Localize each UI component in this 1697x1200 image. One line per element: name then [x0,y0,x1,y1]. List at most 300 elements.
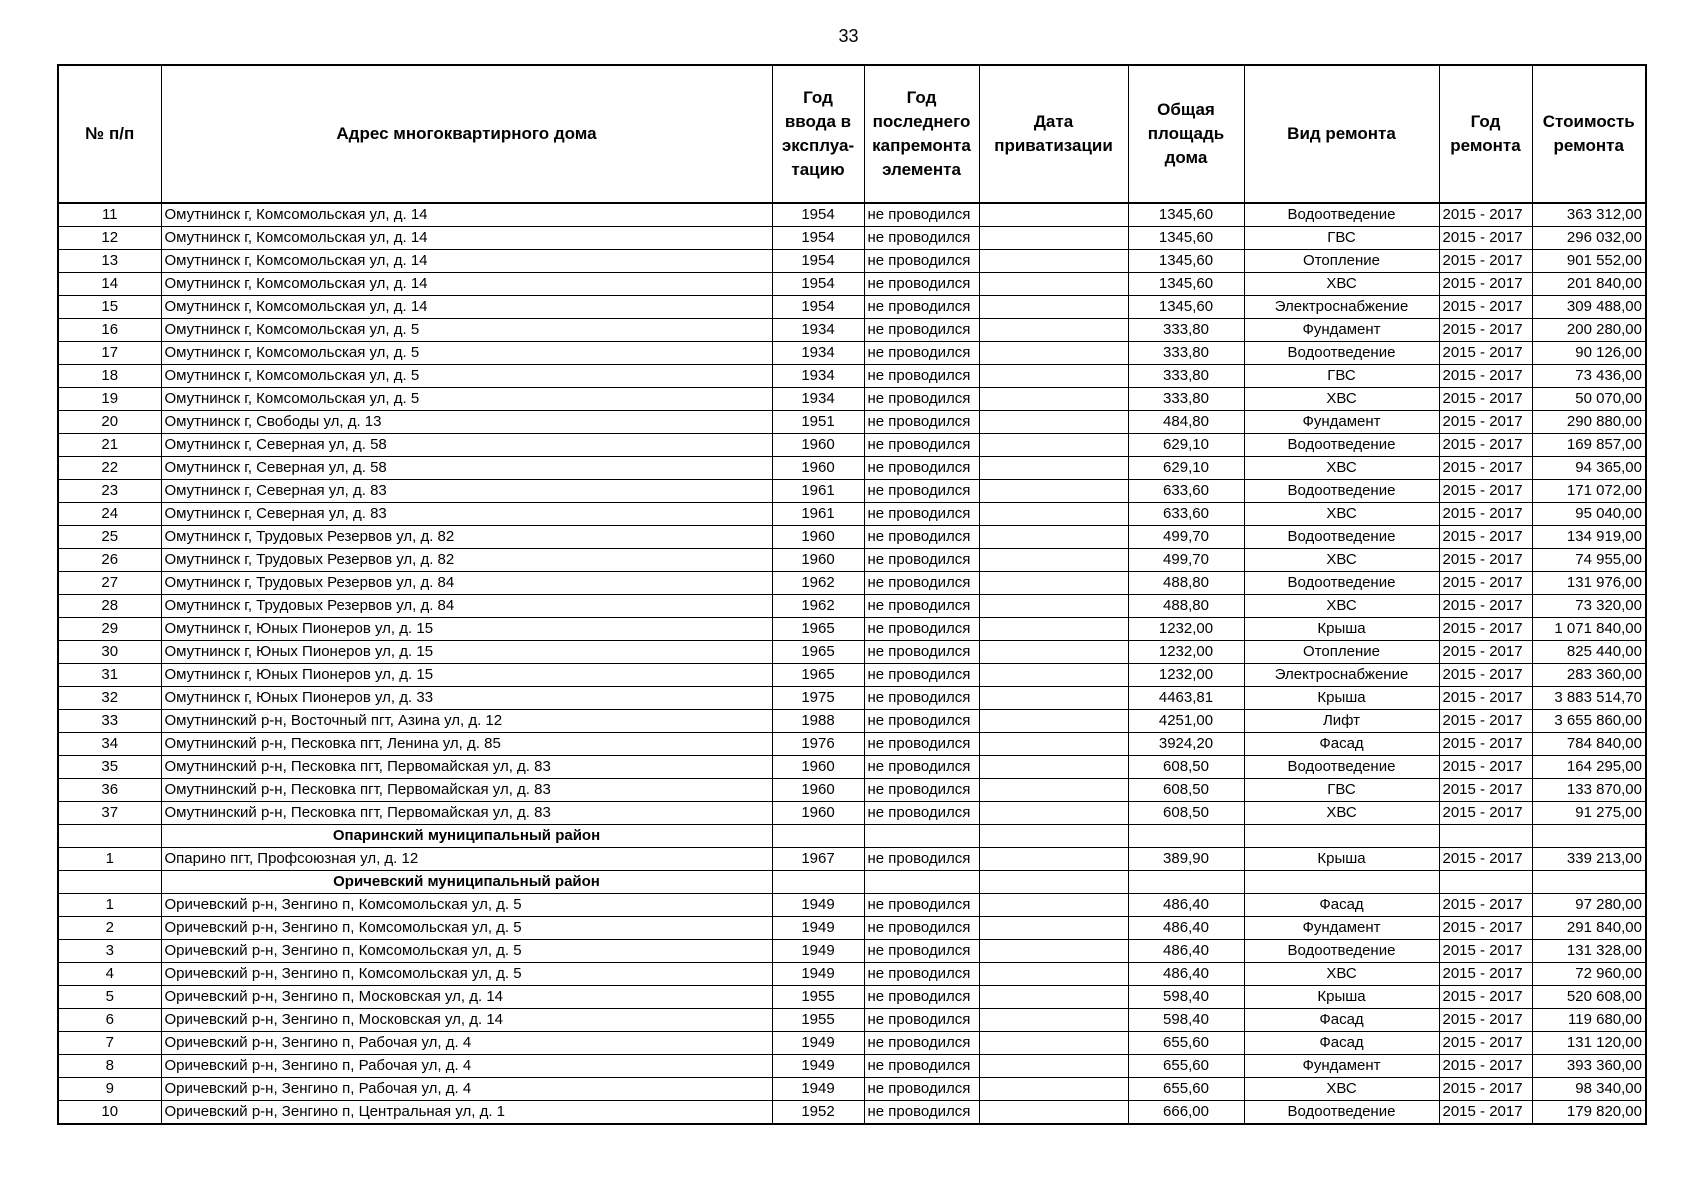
cell-repair-type: Крыша [1244,618,1439,641]
cell-num: 1 [58,848,161,871]
cell-area: 488,80 [1128,572,1244,595]
cell-privatization [979,342,1128,365]
cell-privatization [979,273,1128,296]
cell-address: Омутнинск г, Свободы ул, д. 13 [161,411,772,434]
cell-last-repair: не проводился [864,1009,979,1032]
cell-num: 28 [58,595,161,618]
cell-address: Оричевский р-н, Зенгино п, Комсомольская ул, д. 5 [161,940,772,963]
header-last-repair: Год последнего капремонта элемента [864,65,979,203]
cell-year-built: 1951 [772,411,864,434]
cell-privatization [979,940,1128,963]
cell-last-repair: не проводился [864,664,979,687]
section-row [58,825,1646,848]
cell-num: 16 [58,319,161,342]
cell-address: Оричевский р-н, Зенгино п, Комсомольская ул, д. 5 [161,963,772,986]
cell-area: 486,40 [1128,940,1244,963]
cell-repair-type: ХВС [1244,595,1439,618]
cell-repair-type: ГВС [1244,227,1439,250]
cell-privatization [979,434,1128,457]
table-row [58,296,1646,319]
cell-repair-type: Отопление [1244,641,1439,664]
cell-repair-year: 2015 - 2017 [1439,986,1532,1009]
cell-cost: 520 608,00 [1532,986,1646,1009]
cell-repair-type: Электроснабжение [1244,296,1439,319]
header-num: № п/п [58,65,161,203]
cell-year-built: 1961 [772,480,864,503]
cell-repair-year: 2015 - 2017 [1439,227,1532,250]
cell-privatization [979,549,1128,572]
cell-num: 19 [58,388,161,411]
cell-repair-year: 2015 - 2017 [1439,480,1532,503]
cell-year-built: 1960 [772,802,864,825]
cell-cost: 393 360,00 [1532,1055,1646,1078]
cell-area: 1345,60 [1128,250,1244,273]
cell-privatization [979,917,1128,940]
cell-repair-type: Фасад [1244,1009,1439,1032]
cell-num: 7 [58,1032,161,1055]
cell-repair-year: 2015 - 2017 [1439,434,1532,457]
cell-cost: 50 070,00 [1532,388,1646,411]
cell-address: Оричевский р-н, Зенгино п, Комсомольская ул, д. 5 [161,894,772,917]
cell-last-repair: не проводился [864,296,979,319]
cell-address: Оричевский р-н, Зенгино п, Комсомольская ул, д. 5 [161,917,772,940]
cell-privatization [979,664,1128,687]
cell-year-built: 1962 [772,595,864,618]
cell-repair-year: 2015 - 2017 [1439,756,1532,779]
cell-year-built: 1934 [772,342,864,365]
cell-cost: 90 126,00 [1532,342,1646,365]
cell-cost: 290 880,00 [1532,411,1646,434]
cell-last-repair: не проводился [864,480,979,503]
cell-repair-type: Водоотведение [1244,940,1439,963]
cell-repair-year: 2015 - 2017 [1439,203,1532,227]
cell-repair-year: 2015 - 2017 [1439,595,1532,618]
cell-year-built: 1954 [772,296,864,319]
cell-repair-year: 2015 - 2017 [1439,1009,1532,1032]
cell-last-repair: не проводился [864,963,979,986]
cell-last-repair: не проводился [864,1101,979,1125]
cell-area: 389,90 [1128,848,1244,871]
table-row [58,365,1646,388]
cell-last-repair: не проводился [864,434,979,457]
table-row [58,618,1646,641]
cell-cost: 131 976,00 [1532,572,1646,595]
cell-repair-year: 2015 - 2017 [1439,1101,1532,1125]
cell-address: Омутнинск г, Комсомольская ул, д. 5 [161,342,772,365]
cell-year-built: 1960 [772,457,864,480]
cell-year-built: 1960 [772,526,864,549]
cell-num: 14 [58,273,161,296]
cell-num: 18 [58,365,161,388]
cell-area: 499,70 [1128,526,1244,549]
table-row [58,503,1646,526]
cell-num: 22 [58,457,161,480]
cell-year-built: 1949 [772,940,864,963]
cell-year-built: 1962 [772,572,864,595]
cell-address: Омутнинск г, Юных Пионеров ул, д. 33 [161,687,772,710]
cell-year-built: 1965 [772,641,864,664]
cell-repair-type: ХВС [1244,963,1439,986]
cell-repair-type: Лифт [1244,710,1439,733]
section-empty-cell [1128,871,1244,894]
cell-num: 17 [58,342,161,365]
cell-cost: 1 071 840,00 [1532,618,1646,641]
table-row [58,802,1646,825]
cell-last-repair: не проводился [864,618,979,641]
section-empty-cell [1532,825,1646,848]
cell-area: 333,80 [1128,388,1244,411]
section-empty-cell [1439,871,1532,894]
cell-last-repair: не проводился [864,595,979,618]
cell-address: Омутнинск г, Трудовых Резервов ул, д. 82 [161,549,772,572]
cell-area: 1232,00 [1128,618,1244,641]
cell-address: Омутнинск г, Северная ул, д. 83 [161,480,772,503]
cell-address: Омутнинский р-н, Песковка пгт, Первомайская ул, д. 83 [161,779,772,802]
section-empty-cell [1439,825,1532,848]
cell-address: Омутнинский р-н, Песковка пгт, Первомайская ул, д. 83 [161,756,772,779]
table-row [58,388,1646,411]
cell-address: Омутнинск г, Юных Пионеров ул, д. 15 [161,641,772,664]
table-row [58,687,1646,710]
table-row [58,733,1646,756]
cell-last-repair: не проводился [864,250,979,273]
cell-address: Омутнинск г, Комсомольская ул, д. 14 [161,227,772,250]
header-year-built: Год ввода в эксплуа-тацию [772,65,864,203]
cell-cost: 784 840,00 [1532,733,1646,756]
cell-year-built: 1960 [772,779,864,802]
table-body [58,203,1646,1124]
cell-repair-type: Фундамент [1244,917,1439,940]
cell-address: Омутнинский р-н, Восточный пгт, Азина ул, д. 12 [161,710,772,733]
cell-repair-type: Фундамент [1244,1055,1439,1078]
table-row [58,203,1646,227]
cell-area: 608,50 [1128,779,1244,802]
cell-year-built: 1934 [772,365,864,388]
cell-area: 499,70 [1128,549,1244,572]
cell-repair-year: 2015 - 2017 [1439,940,1532,963]
table-row [58,457,1646,480]
cell-cost: 95 040,00 [1532,503,1646,526]
cell-repair-year: 2015 - 2017 [1439,526,1532,549]
cell-privatization [979,480,1128,503]
cell-num: 36 [58,779,161,802]
table-row [58,710,1646,733]
cell-repair-year: 2015 - 2017 [1439,963,1532,986]
cell-area: 629,10 [1128,457,1244,480]
cell-num: 31 [58,664,161,687]
cell-year-built: 1949 [772,1032,864,1055]
cell-repair-year: 2015 - 2017 [1439,342,1532,365]
cell-num: 35 [58,756,161,779]
cell-privatization [979,296,1128,319]
cell-last-repair: не проводился [864,917,979,940]
table-row [58,549,1646,572]
cell-address: Оричевский р-н, Зенгино п, Рабочая ул, д. 4 [161,1078,772,1101]
cell-repair-type: ХВС [1244,273,1439,296]
cell-repair-type: ГВС [1244,779,1439,802]
cell-area: 655,60 [1128,1055,1244,1078]
cell-repair-year: 2015 - 2017 [1439,848,1532,871]
cell-cost: 119 680,00 [1532,1009,1646,1032]
table-row [58,434,1646,457]
cell-cost: 363 312,00 [1532,203,1646,227]
cell-area: 488,80 [1128,595,1244,618]
cell-repair-type: Водоотведение [1244,480,1439,503]
cell-last-repair: не проводился [864,1055,979,1078]
cell-num: 11 [58,203,161,227]
cell-privatization [979,319,1128,342]
cell-last-repair: не проводился [864,227,979,250]
cell-area: 633,60 [1128,480,1244,503]
cell-last-repair: не проводился [864,457,979,480]
cell-cost: 134 919,00 [1532,526,1646,549]
cell-repair-year: 2015 - 2017 [1439,641,1532,664]
table-row [58,411,1646,434]
table-row [58,1055,1646,1078]
cell-repair-type: ГВС [1244,365,1439,388]
cell-year-built: 1965 [772,664,864,687]
cell-repair-type: Водоотведение [1244,434,1439,457]
cell-cost: 73 320,00 [1532,595,1646,618]
cell-privatization [979,1055,1128,1078]
cell-cost: 98 340,00 [1532,1078,1646,1101]
cell-address: Омутнинск г, Юных Пионеров ул, д. 15 [161,664,772,687]
cell-num: 12 [58,227,161,250]
cell-address: Оричевский р-н, Зенгино п, Московская ул, д. 14 [161,1009,772,1032]
cell-cost: 3 655 860,00 [1532,710,1646,733]
cell-num: 6 [58,1009,161,1032]
table-row [58,319,1646,342]
cell-privatization [979,503,1128,526]
cell-repair-year: 2015 - 2017 [1439,411,1532,434]
cell-year-built: 1954 [772,273,864,296]
cell-repair-year: 2015 - 2017 [1439,296,1532,319]
cell-last-repair: не проводился [864,342,979,365]
cell-num: 21 [58,434,161,457]
cell-privatization [979,457,1128,480]
section-empty-cell [772,825,864,848]
cell-num: 15 [58,296,161,319]
cell-area: 484,80 [1128,411,1244,434]
cell-repair-type: Фасад [1244,733,1439,756]
cell-repair-type: Фасад [1244,894,1439,917]
cell-area: 608,50 [1128,756,1244,779]
cell-privatization [979,618,1128,641]
cell-year-built: 1967 [772,848,864,871]
cell-area: 655,60 [1128,1032,1244,1055]
cell-last-repair: не проводился [864,710,979,733]
cell-repair-year: 2015 - 2017 [1439,687,1532,710]
cell-address: Омутнинск г, Трудовых Резервов ул, д. 84 [161,595,772,618]
page-number: 33 [838,26,859,46]
cell-repair-type: Водоотведение [1244,526,1439,549]
cell-last-repair: не проводился [864,503,979,526]
cell-num: 9 [58,1078,161,1101]
cell-num: 25 [58,526,161,549]
table-row [58,940,1646,963]
table-row [58,664,1646,687]
cell-repair-year: 2015 - 2017 [1439,1055,1532,1078]
cell-privatization [979,388,1128,411]
cell-cost: 94 365,00 [1532,457,1646,480]
cell-area: 3924,20 [1128,733,1244,756]
cell-repair-type: Крыша [1244,687,1439,710]
cell-last-repair: не проводился [864,848,979,871]
table-row [58,480,1646,503]
table-row [58,273,1646,296]
header-cost: Стоимость ремонта [1532,65,1646,203]
cell-repair-type: Водоотведение [1244,572,1439,595]
cell-address: Оричевский р-н, Зенгино п, Рабочая ул, д. 4 [161,1055,772,1078]
cell-repair-year: 2015 - 2017 [1439,1032,1532,1055]
cell-privatization [979,687,1128,710]
cell-address: Омутнинск г, Северная ул, д. 58 [161,457,772,480]
cell-cost: 309 488,00 [1532,296,1646,319]
cell-last-repair: не проводился [864,203,979,227]
cell-privatization [979,1009,1128,1032]
cell-year-built: 1960 [772,434,864,457]
cell-area: 1345,60 [1128,227,1244,250]
cell-area: 4251,00 [1128,710,1244,733]
cell-area: 1232,00 [1128,664,1244,687]
cell-repair-year: 2015 - 2017 [1439,250,1532,273]
section-row [58,871,1646,894]
cell-area: 633,60 [1128,503,1244,526]
cell-year-built: 1949 [772,963,864,986]
cell-privatization [979,848,1128,871]
cell-last-repair: не проводился [864,572,979,595]
cell-area: 666,00 [1128,1101,1244,1125]
cell-cost: 200 280,00 [1532,319,1646,342]
cell-num: 8 [58,1055,161,1078]
header-row [58,65,1646,203]
cell-privatization [979,756,1128,779]
section-empty-cell [1244,871,1439,894]
table-row [58,1009,1646,1032]
cell-cost: 179 820,00 [1532,1101,1646,1125]
cell-num: 34 [58,733,161,756]
cell-address: Омутнинск г, Комсомольская ул, д. 5 [161,319,772,342]
cell-area: 608,50 [1128,802,1244,825]
cell-repair-year: 2015 - 2017 [1439,894,1532,917]
cell-privatization [979,203,1128,227]
cell-num: 33 [58,710,161,733]
cell-address: Омутнинск г, Северная ул, д. 58 [161,434,772,457]
cell-repair-year: 2015 - 2017 [1439,503,1532,526]
cell-repair-type: ХВС [1244,802,1439,825]
cell-year-built: 1952 [772,1101,864,1125]
cell-repair-year: 2015 - 2017 [1439,365,1532,388]
section-empty-cell [1532,871,1646,894]
cell-repair-year: 2015 - 2017 [1439,1078,1532,1101]
cell-area: 333,80 [1128,365,1244,388]
cell-area: 486,40 [1128,894,1244,917]
cell-area: 598,40 [1128,986,1244,1009]
cell-last-repair: не проводился [864,641,979,664]
cell-num: 20 [58,411,161,434]
cell-address: Омутнинск г, Комсомольская ул, д. 5 [161,388,772,411]
cell-year-built: 1934 [772,388,864,411]
cell-last-repair: не проводился [864,365,979,388]
cell-cost: 131 120,00 [1532,1032,1646,1055]
cell-area: 1232,00 [1128,641,1244,664]
cell-num: 23 [58,480,161,503]
cell-num: 4 [58,963,161,986]
cell-area: 1345,60 [1128,273,1244,296]
cell-num: 3 [58,940,161,963]
cell-last-repair: не проводился [864,779,979,802]
cell-cost: 901 552,00 [1532,250,1646,273]
cell-repair-year: 2015 - 2017 [1439,618,1532,641]
cell-cost: 169 857,00 [1532,434,1646,457]
cell-last-repair: не проводился [864,411,979,434]
cell-repair-type: Фасад [1244,1032,1439,1055]
cell-repair-type: Крыша [1244,986,1439,1009]
section-empty-cell [864,825,979,848]
cell-repair-year: 2015 - 2017 [1439,273,1532,296]
cell-year-built: 1949 [772,1078,864,1101]
header-repair-type: Вид ремонта [1244,65,1439,203]
cell-num: 37 [58,802,161,825]
cell-year-built: 1954 [772,203,864,227]
cell-last-repair: не проводился [864,1078,979,1101]
section-empty-cell [864,871,979,894]
header-area: Общая площадь дома [1128,65,1244,203]
cell-year-built: 1949 [772,1055,864,1078]
cell-repair-year: 2015 - 2017 [1439,779,1532,802]
cell-year-built: 1955 [772,1009,864,1032]
table-row [58,526,1646,549]
cell-repair-type: Отопление [1244,250,1439,273]
section-empty-cell [58,825,161,848]
table-row [58,227,1646,250]
cell-privatization [979,411,1128,434]
table-row [58,595,1646,618]
cell-privatization [979,710,1128,733]
cell-cost: 164 295,00 [1532,756,1646,779]
cell-repair-year: 2015 - 2017 [1439,549,1532,572]
cell-address: Омутнинск г, Трудовых Резервов ул, д. 84 [161,572,772,595]
cell-num: 30 [58,641,161,664]
cell-privatization [979,641,1128,664]
table-row [58,1032,1646,1055]
cell-cost: 74 955,00 [1532,549,1646,572]
cell-privatization [979,250,1128,273]
cell-repair-year: 2015 - 2017 [1439,388,1532,411]
cell-year-built: 1965 [772,618,864,641]
cell-repair-type: Электроснабжение [1244,664,1439,687]
cell-privatization [979,595,1128,618]
cell-last-repair: не проводился [864,549,979,572]
cell-address: Омутнинск г, Юных Пионеров ул, д. 15 [161,618,772,641]
cell-repair-type: ХВС [1244,457,1439,480]
cell-year-built: 1976 [772,733,864,756]
cell-repair-year: 2015 - 2017 [1439,319,1532,342]
cell-address: Омутнинский р-н, Песковка пгт, Первомайская ул, д. 83 [161,802,772,825]
cell-cost: 72 960,00 [1532,963,1646,986]
cell-num: 1 [58,894,161,917]
header-privatization: Дата приватизации [979,65,1128,203]
cell-privatization [979,1032,1128,1055]
cell-address: Опарино пгт, Профсоюзная ул, д. 12 [161,848,772,871]
cell-cost: 97 280,00 [1532,894,1646,917]
cell-repair-year: 2015 - 2017 [1439,664,1532,687]
cell-repair-year: 2015 - 2017 [1439,802,1532,825]
cell-num: 13 [58,250,161,273]
cell-repair-type: Фундамент [1244,411,1439,434]
cell-repair-year: 2015 - 2017 [1439,733,1532,756]
cell-privatization [979,894,1128,917]
